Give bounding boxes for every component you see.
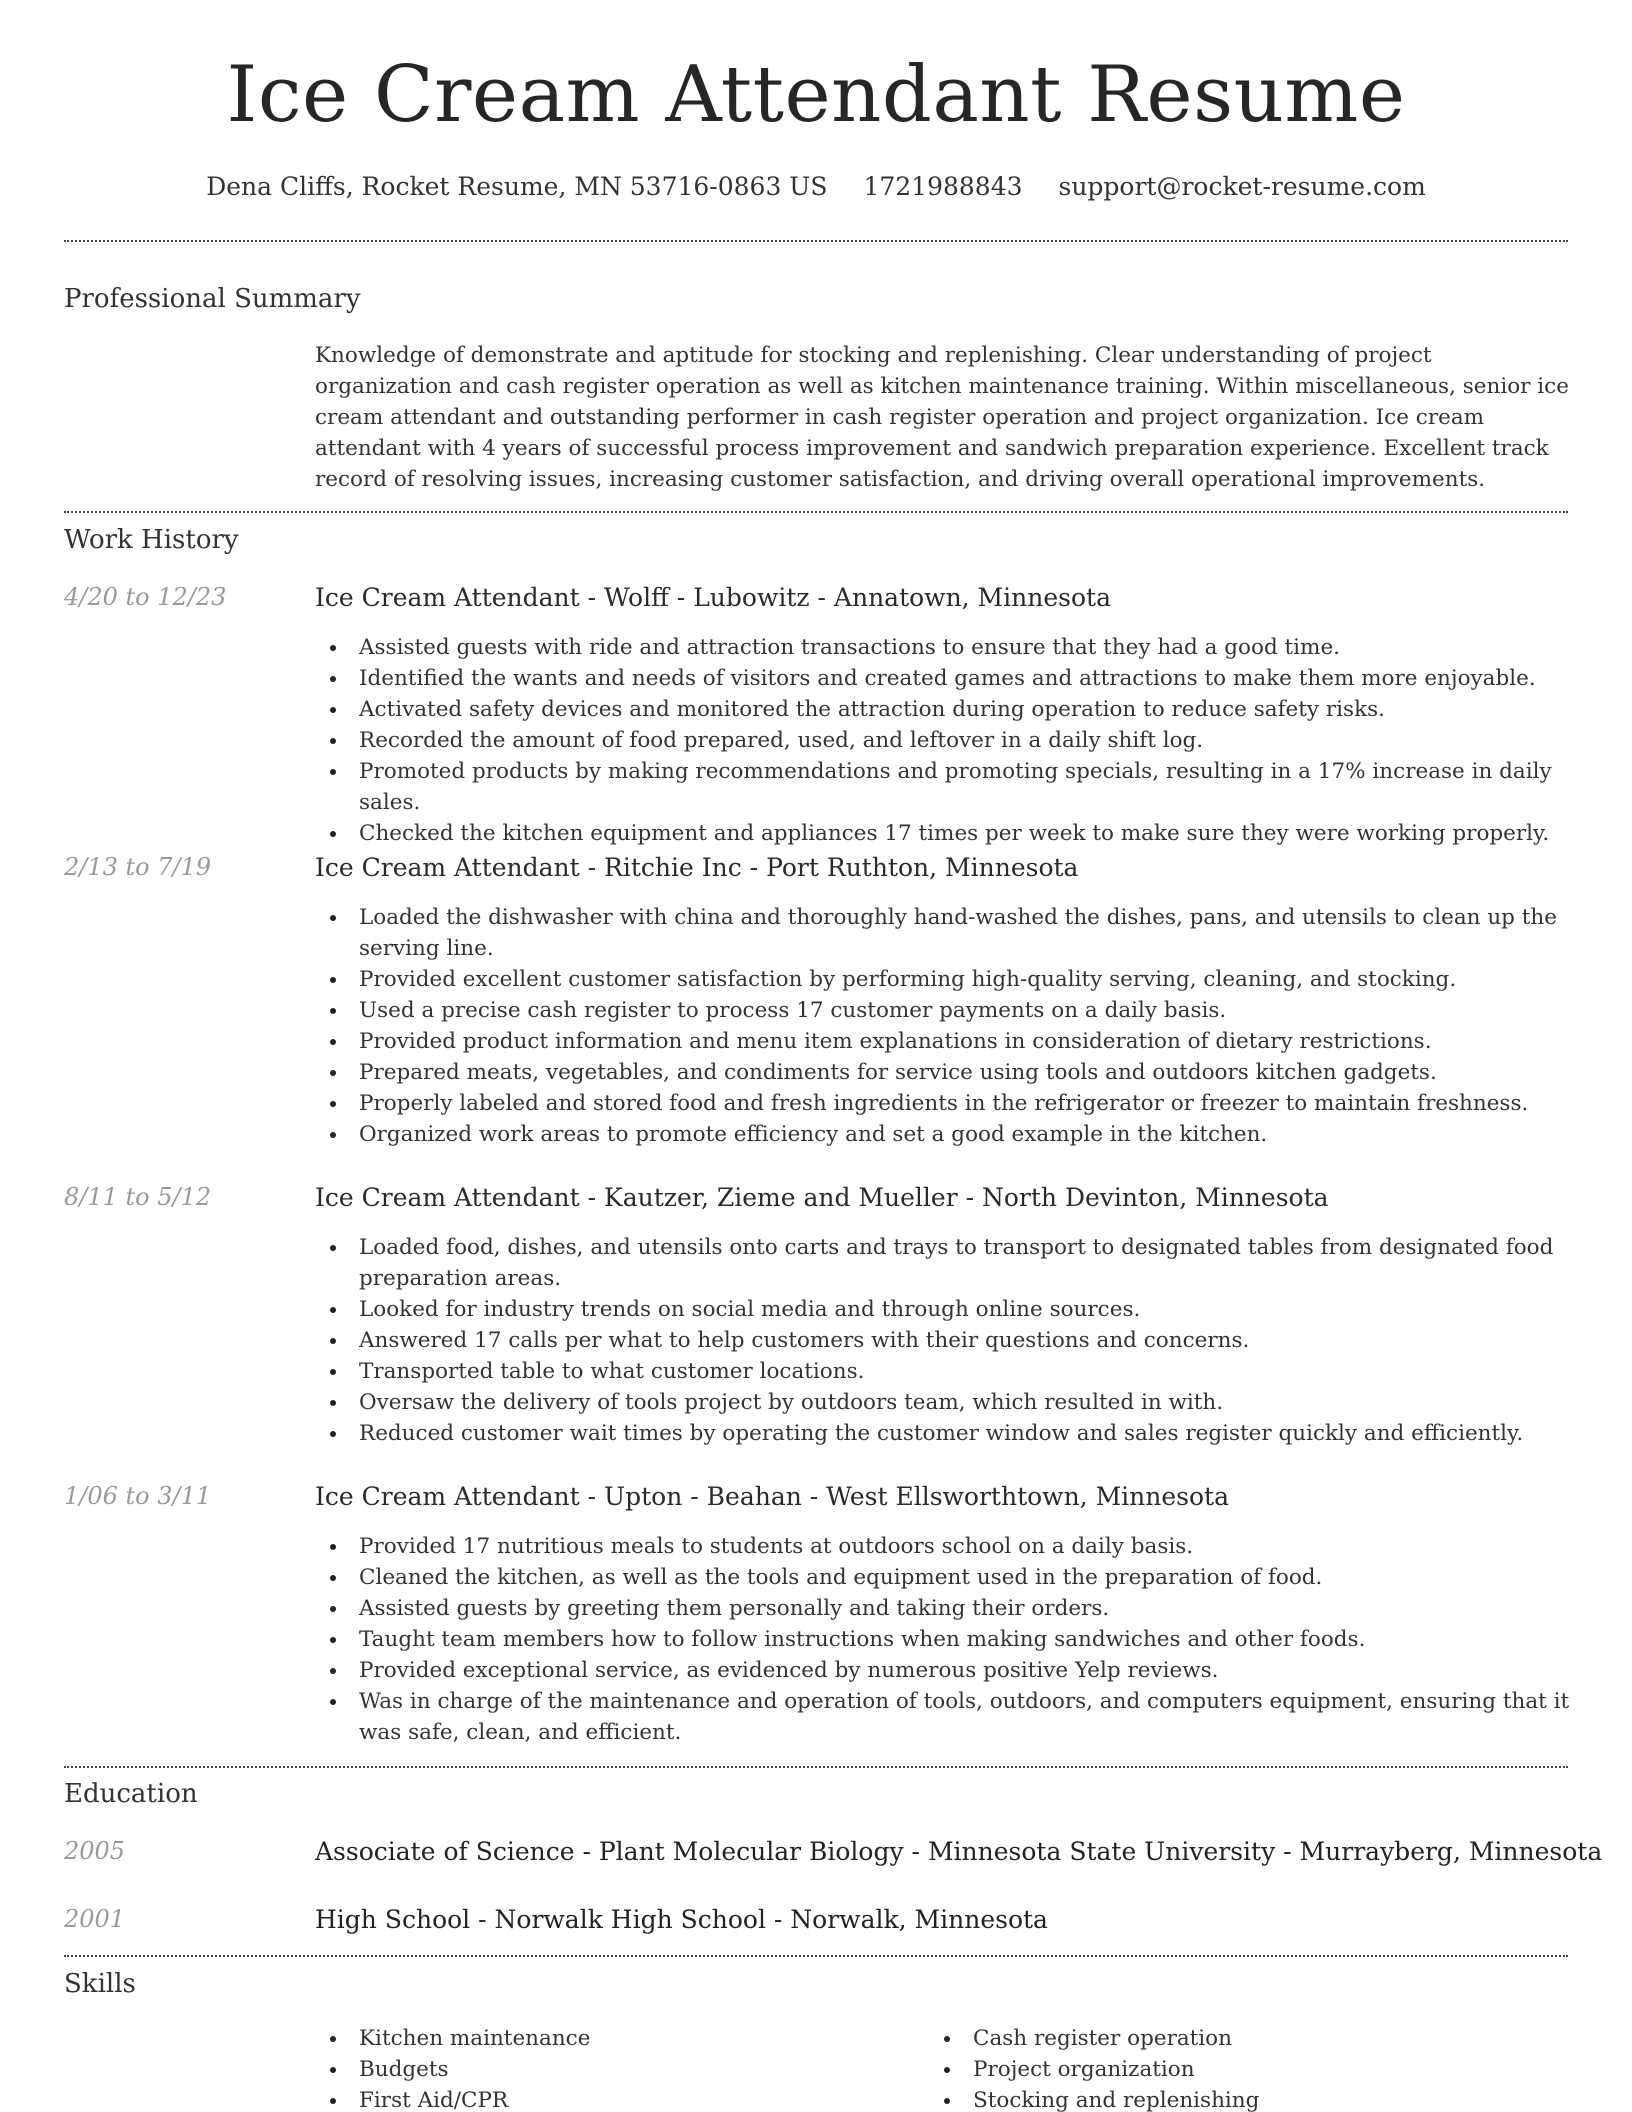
section-divider bbox=[64, 1955, 1568, 1957]
job-bullets bbox=[315, 632, 1570, 849]
job-bullets bbox=[315, 902, 1570, 1150]
contact-address: Dena Cliffs, Rocket Resume, MN 53716-0863 US bbox=[206, 172, 828, 201]
job-bullet: Assisted guests with ride and attraction transactions to ensure that they had a good time. bbox=[315, 632, 1570, 663]
section-divider bbox=[64, 511, 1568, 513]
job-bullet: Provided excellent customer satisfaction by performing high-quality serving, cleaning, and stocking. bbox=[315, 964, 1570, 995]
job-bullet: Reduced customer wait times by operating the customer window and sales register quickly and efficiently. bbox=[315, 1418, 1570, 1449]
work-history-heading: Work History bbox=[64, 525, 239, 555]
job-dates: 8/11 to 5/12 bbox=[64, 1183, 212, 1211]
skills-heading: Skills bbox=[64, 1969, 136, 1999]
job-bullet: Prepared meats, vegetables, and condiments for service using tools and outdoors kitchen gadgets. bbox=[315, 1057, 1570, 1088]
job-bullet: Provided product information and menu item explanations in consideration of dietary restrictions. bbox=[315, 1026, 1570, 1057]
job-bullet: Checked the kitchen equipment and appliances 17 times per week to make sure they were working properly. bbox=[315, 818, 1570, 849]
resume-title: Ice Cream Attendant Resume bbox=[226, 50, 1406, 140]
education-year: 2001 bbox=[64, 1905, 126, 1933]
job-title: Ice Cream Attendant - Kautzer, Zieme and Mueller - North Devinton, Minnesota bbox=[315, 1183, 1329, 1212]
summary-text: Knowledge of demonstrate and aptitude for stocking and replenishing. Clear understanding of project organization and cash register operation as well as kitchen maintenance training. Within miscellaneous, senior ice cream attendant and outstanding performer in cash register operation and project organization. Ice cream attendant with 4 years of successful process improvement and sandwich preparation experience. Excellent track record of resolving issues, increasing customer satisfaction, and driving overall operational improvements. bbox=[315, 343, 1569, 492]
education-year: 2005 bbox=[64, 1837, 126, 1865]
job-bullet: Provided exceptional service, as evidenced by numerous positive Yelp reviews. bbox=[315, 1655, 1570, 1686]
job-bullet: Looked for industry trends on social media and through online sources. bbox=[315, 1294, 1570, 1325]
job-dates: 1/06 to 3/11 bbox=[64, 1482, 212, 1510]
job-bullet: Answered 17 calls per what to help customers with their questions and concerns. bbox=[315, 1325, 1570, 1356]
job-title: Ice Cream Attendant - Ritchie Inc - Port Ruthton, Minnesota bbox=[315, 853, 1079, 882]
job-bullet: Transported table to what customer locations. bbox=[315, 1356, 1570, 1387]
job-bullet: Activated safety devices and monitored the attraction during operation to reduce safety risks. bbox=[315, 694, 1570, 725]
job-bullets bbox=[315, 1531, 1570, 1748]
job-bullet: Assisted guests by greeting them personally and taking their orders. bbox=[315, 1593, 1570, 1624]
job-bullet: Loaded the dishwasher with china and thoroughly hand-washed the dishes, pans, and utensils to clean up the serving line. bbox=[315, 902, 1570, 964]
contact-line bbox=[0, 172, 1632, 201]
skills-list-left bbox=[315, 2023, 915, 2112]
skills-list-right bbox=[929, 2023, 1529, 2112]
job-bullet: Promoted products by making recommendations and promoting specials, resulting in a 17% increase in daily sales. bbox=[315, 756, 1570, 818]
skill-item: First Aid/CPR bbox=[315, 2085, 915, 2112]
education-heading: Education bbox=[64, 1779, 198, 1809]
section-divider bbox=[64, 1766, 1568, 1768]
section-divider bbox=[64, 240, 1568, 242]
job-bullets bbox=[315, 1232, 1570, 1449]
job-bullet: Provided 17 nutritious meals to students at outdoors school on a daily basis. bbox=[315, 1531, 1570, 1562]
job-dates: 4/20 to 12/23 bbox=[64, 583, 227, 611]
skill-item: Project organization bbox=[929, 2054, 1529, 2085]
skill-item: Budgets bbox=[315, 2054, 915, 2085]
job-title: Ice Cream Attendant - Upton - Beahan - West Ellsworthtown, Minnesota bbox=[315, 1482, 1229, 1511]
job-title: Ice Cream Attendant - Wolff - Lubowitz - Annatown, Minnesota bbox=[315, 583, 1111, 612]
job-bullet: Cleaned the kitchen, as well as the tools and equipment used in the preparation of food. bbox=[315, 1562, 1570, 1593]
job-bullet: Loaded food, dishes, and utensils onto carts and trays to transport to designated tables from designated food preparation areas. bbox=[315, 1232, 1570, 1294]
job-bullet: Recorded the amount of food prepared, used, and leftover in a daily shift log. bbox=[315, 725, 1570, 756]
contact-phone: 1721988843 bbox=[863, 172, 1023, 201]
education-title: Associate of Science - Plant Molecular Biology - Minnesota State University - Murrayberg, Minnesota bbox=[315, 1837, 1603, 1866]
job-bullet: Oversaw the delivery of tools project by outdoors team, which resulted in with. bbox=[315, 1387, 1570, 1418]
job-bullet: Properly labeled and stored food and fresh ingredients in the refrigerator or freezer to maintain freshness. bbox=[315, 1088, 1570, 1119]
job-bullet: Taught team members how to follow instructions when making sandwiches and other foods. bbox=[315, 1624, 1570, 1655]
education-title: High School - Norwalk High School - Norwalk, Minnesota bbox=[315, 1905, 1048, 1934]
summary-heading: Professional Summary bbox=[64, 284, 361, 314]
job-bullet: Was in charge of the maintenance and operation of tools, outdoors, and computers equipment, ensuring that it was safe, clean, and efficient. bbox=[315, 1686, 1570, 1748]
skill-item: Kitchen maintenance bbox=[315, 2023, 915, 2054]
skill-item: Cash register operation bbox=[929, 2023, 1529, 2054]
job-bullet: Identified the wants and needs of visitors and created games and attractions to make them more enjoyable. bbox=[315, 663, 1570, 694]
job-bullet: Used a precise cash register to process 17 customer payments on a daily basis. bbox=[315, 995, 1570, 1026]
job-bullet: Organized work areas to promote efficiency and set a good example in the kitchen. bbox=[315, 1119, 1570, 1150]
skill-item: Stocking and replenishing bbox=[929, 2085, 1529, 2112]
contact-email: support@rocket-resume.com bbox=[1058, 172, 1426, 201]
job-dates: 2/13 to 7/19 bbox=[64, 853, 212, 881]
